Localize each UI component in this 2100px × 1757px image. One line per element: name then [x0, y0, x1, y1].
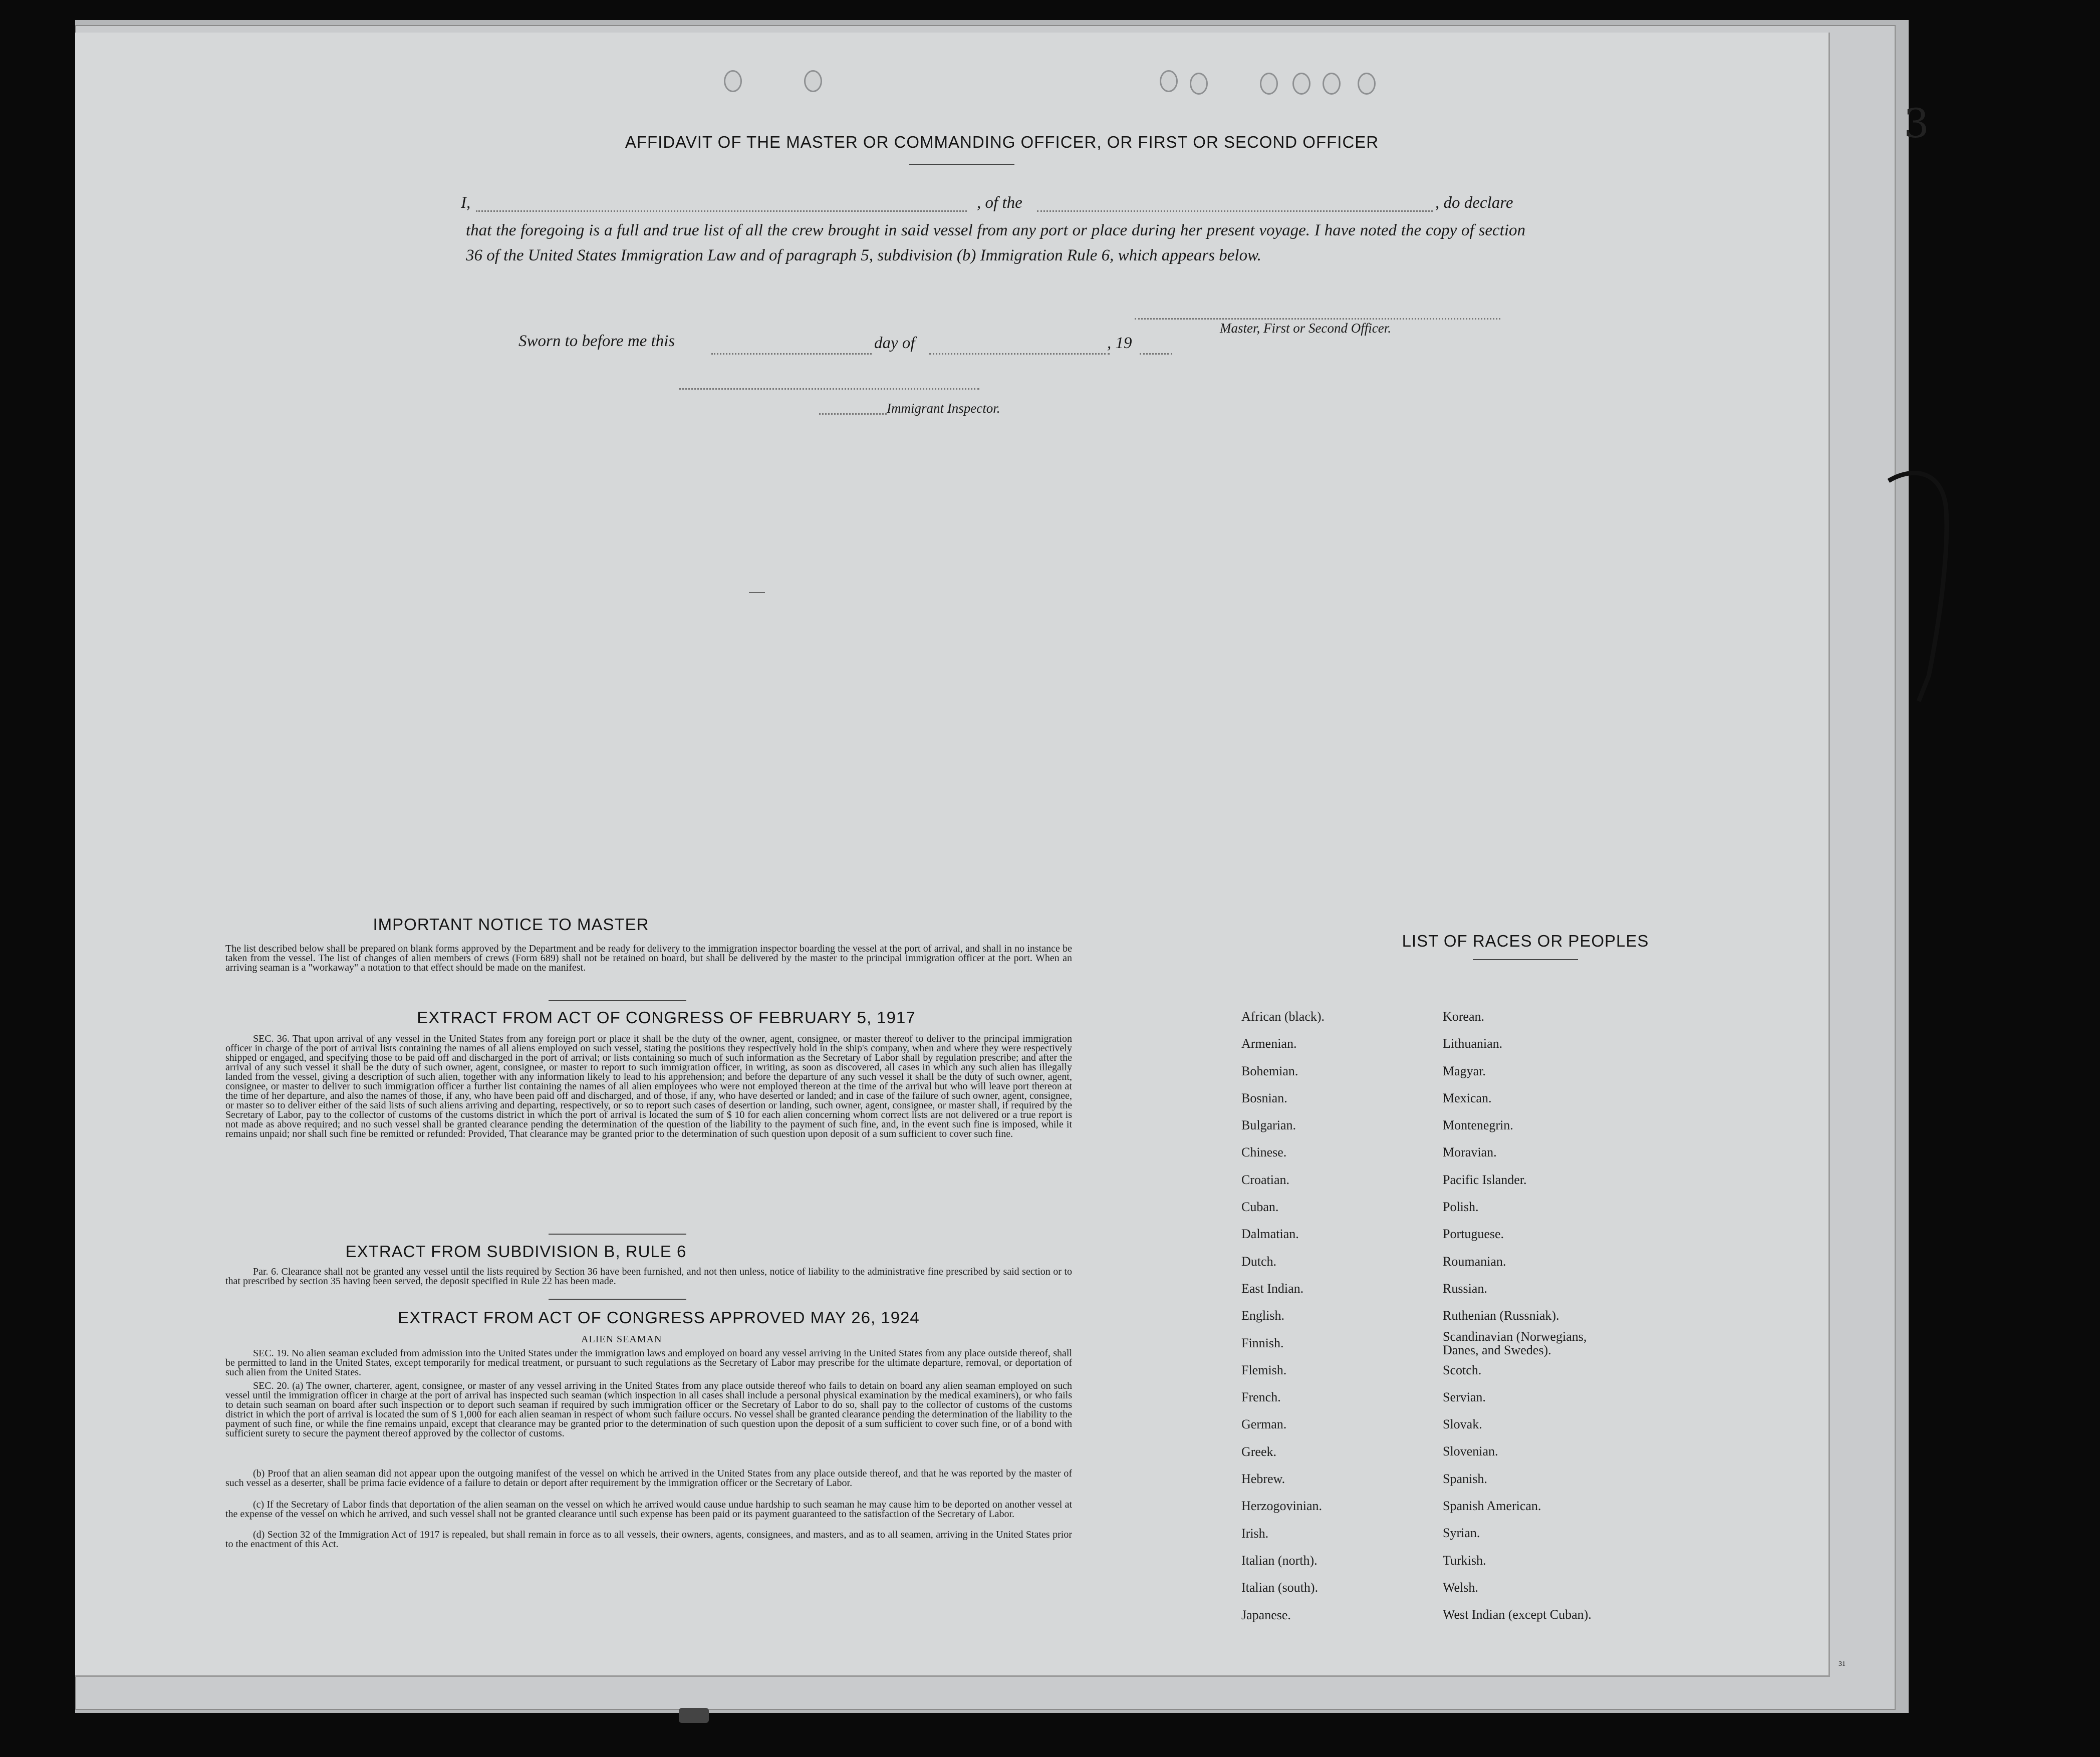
race-item: African (black).: [1241, 1009, 1325, 1024]
race-item: Scandinavian (Norwegians, Danes, and Swedes).: [1443, 1329, 1587, 1357]
race-item: Croatian.: [1241, 1172, 1290, 1187]
race-item: Herzogovinian.: [1241, 1499, 1323, 1514]
affidavit-body: that the foregoing is a full and true list of all the crew brought in said vessel from any port or place during her present voyage. I have noted the copy of section 36 of the United States Immigration Law and of paragraph 5, subdivision (b) Immigration Rule 6, which appears below.: [466, 221, 1525, 264]
race-item: Spanish American.: [1443, 1499, 1541, 1514]
extract-1924-sec19: SEC. 19. No alien seaman excluded from admission into the United States under the immigration laws and employed on board any vessel arriving in the United States from any place outside thereof, shall be permitted to land in the United States, except temporarily for medical treatment, or pursuant to such regulations as the Secretary of Labor may prescribe for the ultimate departure, removal, or deportation of such alien from the United States.: [225, 1348, 1072, 1378]
divider: [909, 164, 1014, 165]
race-item: Italian (north).: [1241, 1553, 1318, 1568]
race-item: Syrian.: [1443, 1526, 1480, 1541]
year-prefix: , 19: [1107, 334, 1132, 352]
affidavit-i: I,: [461, 194, 471, 212]
extract-rule6-heading: EXTRACT FROM SUBDIVISION B, RULE 6: [345, 1242, 687, 1261]
extract-1917-heading: EXTRACT FROM ACT OF CONGRESS OF FEBRUARY 5, 1917: [417, 1008, 916, 1027]
notice-heading: IMPORTANT NOTICE TO MASTER: [373, 915, 649, 934]
race-item: Ruthenian (Russniak).: [1443, 1308, 1559, 1323]
race-item: Chinese.: [1241, 1145, 1287, 1160]
divider: [549, 1234, 686, 1235]
race-item: Irish.: [1241, 1526, 1269, 1541]
race-item: Magyar.: [1443, 1063, 1486, 1078]
punch-hole: [1260, 73, 1278, 95]
race-item: Spanish.: [1443, 1471, 1487, 1486]
race-item: Bohemian.: [1241, 1063, 1298, 1078]
race-item: Turkish.: [1443, 1553, 1486, 1568]
race-item: Portuguese.: [1443, 1227, 1504, 1242]
race-item: Servian.: [1443, 1389, 1486, 1404]
punch-hole: [1190, 73, 1208, 95]
affidavit-of-the: , of the: [977, 194, 1022, 212]
affidavit-do-declare: , do declare: [1435, 194, 1513, 212]
divider: [549, 1299, 686, 1300]
extract-1917-text: SEC. 36. That upon arrival of any vessel in the United States from any foreign port or place it shall be the duty of the owner, agent, consignee, or master thereof to deliver to the principal immigration officer in charge of the port of arrival lists containing the names of all aliens employed on such vessel, stating the positions they respectively hold in the ship's company, when and where they were respectively shipped or engaged, and specifying those to be paid off and discharged in the port of arrival; or lists containing so much of such information as the Secretary of Labor shall by regulation prescribe; and after the arrival of any such vessel it shall be the duty of such owner, agent, consignee, or master to report to such immigration officer, in writing, as soon as discovered, all cases in which any such alien has illegally landed from the vessel, giving a description of such alien, together with any information likely to lead to his apprehension; and before the departure of any such vessel it shall be the duty of such owner, agent, consignee, or master to deliver to such immigration officer a further list containing the names of all alien employees who were not employed thereon at the time of the arrival but who will leave port thereon at the time of her departure, and also the names of those, if any, who have been paid off and discharged, and of those, if any, who have deserted or landed; and in case of the failure of such owner, agent, consignee, or master so to deliver either of the said lists of such aliens arriving and departing, respectively, or so to report such cases of desertion or landing, such owner, agent, consignee, or master shall, if required by the Secretary of Labor, pay to the collector of customs of the customs district in which the port of arrival is located the sum of $ 10 for each alien concerning whom correct lists are not delivered or a true report is not made as above required; and no such vessel shall be granted clearance pending the determination of the question of the liability to the payment of such fine, and, in the event such fine is imposed, while it remains unpaid; nor shall such fine be remitted or refunded: Provided, That clearance may be granted prior to the determination of such question upon deposit of a sum sufficient to cover such fine.: [225, 1033, 1072, 1139]
extract-1924-subheading: ALIEN SEAMAN: [581, 1334, 662, 1345]
race-item: Flemish.: [1241, 1362, 1287, 1377]
race-item: Russian.: [1443, 1281, 1487, 1296]
race-item: Finnish.: [1241, 1335, 1284, 1350]
inspector-blank: [679, 388, 979, 390]
race-item: Lithuanian.: [1443, 1036, 1503, 1051]
pencil-curve: [1884, 466, 1954, 716]
extract-1924-sec20b: (b) Proof that an alien seaman did not appear upon the outgoing manifest of the vessel on which he arrived in the United States from any place outside thereof, and that he was reported by the master of such vessel as a deserter, shall be prima facie evidence of a failure to detain or deport after requirement by the immigration officer or the Secretary of Labor.: [225, 1468, 1072, 1489]
affidavit-heading: AFFIDAVIT OF THE MASTER OR COMMANDING OFFICER, OR FIRST OR SECOND OFFICER: [625, 133, 1379, 151]
race-item: East Indian.: [1241, 1281, 1304, 1296]
race-item: Dalmatian.: [1241, 1227, 1299, 1242]
show-through-text: [361, 185, 372, 219]
extract-rule6-text: Par. 6. Clearance shall not be granted any vessel until the lists required by Section 36 have been furnished, and not then unless, notice of liability to the administrative fine prescribed by said section or to that prescribed by section 35 having been served, the deposit specified in Rule 22 has been made.: [225, 1266, 1072, 1287]
race-item: Moravian.: [1443, 1145, 1497, 1160]
race-item: Welsh.: [1443, 1580, 1478, 1595]
race-item: Polish.: [1443, 1200, 1479, 1215]
binding-clip: [679, 1708, 709, 1723]
race-item: Roumanian.: [1443, 1254, 1506, 1269]
day-blank: [711, 353, 872, 355]
punch-hole: [1292, 73, 1310, 95]
race-item: German.: [1241, 1417, 1287, 1432]
race-item: Dutch.: [1241, 1254, 1277, 1269]
year-blank: [1140, 353, 1172, 355]
race-item: Montenegrin.: [1443, 1118, 1513, 1133]
race-item: Bosnian.: [1241, 1090, 1287, 1105]
race-item: French.: [1241, 1390, 1281, 1405]
race-item: Italian (south).: [1241, 1580, 1319, 1595]
race-item: Armenian.: [1241, 1036, 1297, 1051]
punch-hole: [804, 70, 822, 92]
race-item: Korean.: [1443, 1009, 1485, 1024]
race-item: Bulgarian.: [1241, 1118, 1296, 1133]
sworn-text: Sworn to before me this: [518, 332, 675, 350]
race-item: Scotch.: [1443, 1362, 1482, 1377]
inspector-label: Immigrant Inspector.: [887, 401, 1000, 416]
race-item: English.: [1241, 1308, 1284, 1323]
punch-hole: [1160, 70, 1178, 92]
signature-label: Master, First or Second Officer.: [1220, 321, 1391, 336]
extract-1924-sec20c: (c) If the Secretary of Labor finds that deportation of the alien seaman on the vessel on which he arrived would cause undue hardship to such seaman he may cause him to be deported on another vessel at the expense of the vessel on which he arrived, and such vessel shall not be granted clearance until such expense has been paid or its payment guaranteed to the satisfaction of the Secretary of Labor.: [225, 1499, 1072, 1520]
punch-hole: [1323, 73, 1341, 95]
inspector-lead: [819, 413, 887, 415]
signature-blank: [1135, 318, 1500, 320]
race-item: Mexican.: [1443, 1090, 1492, 1105]
race-item: Greek.: [1241, 1444, 1277, 1459]
manifest-page: [75, 33, 1846, 1677]
name-blank: [476, 210, 967, 212]
punch-hole: [1358, 73, 1376, 95]
extract-1924-sec20: SEC. 20. (a) The owner, charterer, agent, consignee, or master of any vessel arriving in the United States from any place outside thereof who fails to detain on board any alien seaman employed on such vessel until the immigration officer in charge at the port of arrival has inspected such seaman (which inspection in all cases shall include a personal physical examination by the medical examiners), or who fails to detain such seaman on board after such inspection or to deport such seaman if required by such immigration officer or the Secretary of Labor to do so, shall pay to the collector of customs of the customs district in which the port of arrival is located the sum of $ 1,000 for each alien seaman in respect of whom such failure occurs. No vessel shall be granted clearance pending the determination of the liability to the payment of such fine, or while the fine remains unpaid, except that clearance may be granted prior to the determination of such question upon the deposit of a sum sufficient to cover such fine, or of a bond with sufficient surety to secure the payment thereof approved by the collector of customs.: [225, 1380, 1072, 1439]
races-column-right: [1443, 1003, 1623, 1629]
divider: [549, 1000, 686, 1001]
month-blank: [929, 353, 1110, 355]
divider: [1473, 959, 1578, 960]
race-item: Slovenian.: [1443, 1444, 1498, 1459]
vessel-blank: [1037, 210, 1433, 212]
race-item: Cuban.: [1241, 1200, 1279, 1215]
race-item: Pacific Islander.: [1443, 1172, 1527, 1187]
races-heading: LIST OF RACES OR PEOPLES: [1402, 932, 1649, 950]
page-mark: 31: [1839, 1660, 1846, 1668]
day-of-text: day of: [874, 334, 915, 352]
punch-hole: [724, 70, 742, 92]
extract-1924-heading: EXTRACT FROM ACT OF CONGRESS APPROVED MAY 26, 1924: [398, 1308, 920, 1327]
race-item: Japanese.: [1241, 1607, 1291, 1622]
races-column-left: [1241, 1003, 1325, 1629]
extract-1924-sec20d: (d) Section 32 of the Immigration Act of 1917 is repealed, but shall remain in force as to all vessels, their owners, agents, consignees, and masters, and as to all seamen, arriving in the United States prior to the enactment of this Act.: [225, 1529, 1072, 1550]
mark: [749, 592, 765, 593]
notice-text: The list described below shall be prepared on blank forms approved by the Department and be ready for delivery to the immigration inspector boarding the vessel at the port of arrival, and shall in no instance be taken from the vessel. The list of changes of alien members of crews (Form 689) shall not be retained on board, but shall be delivered by the master to the principal immigration officer at the port. When an arriving seaman is a "workaway" a notation to that effect should be made on the manifest.: [225, 943, 1072, 973]
race-item: Slovak.: [1443, 1417, 1482, 1432]
corner-number: 3: [1904, 100, 1929, 147]
race-item: Hebrew.: [1241, 1472, 1285, 1487]
race-item: West Indian (except Cuban).: [1443, 1607, 1592, 1622]
